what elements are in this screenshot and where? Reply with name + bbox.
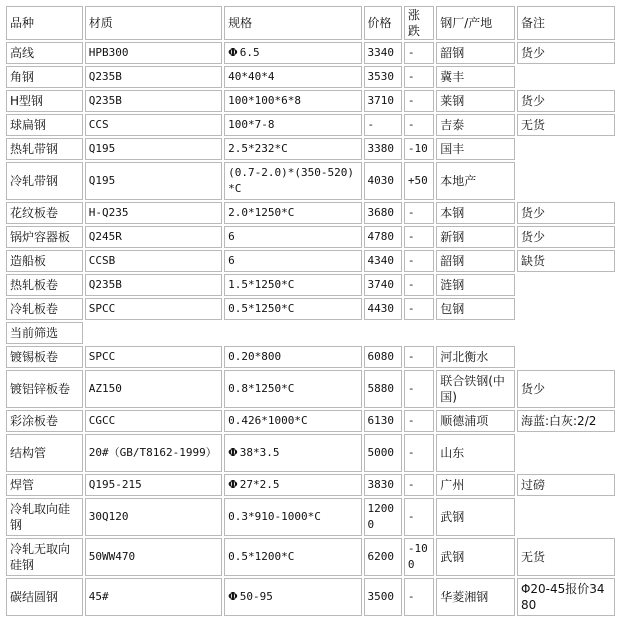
diameter-icon: Φ xyxy=(228,590,238,603)
table-row xyxy=(6,162,615,200)
cell-price: 3530 xyxy=(364,66,402,88)
cell-variety: 碳结圆钢 xyxy=(6,578,83,616)
header-spec: 规格 xyxy=(224,6,361,40)
cell-origin: 本地产 xyxy=(436,162,515,200)
cell-change: - xyxy=(404,114,434,136)
cell-origin: 涟钢 xyxy=(436,274,515,296)
cell-note-empty xyxy=(517,434,615,472)
cell-spec: 2.0*1250*C xyxy=(224,202,361,224)
table-row xyxy=(6,138,615,160)
cell-material: HPB300 xyxy=(85,42,222,64)
cell-origin: 武钢 xyxy=(436,498,515,536)
table-row xyxy=(6,226,615,248)
cell-change: - xyxy=(404,90,434,112)
cell-material: AZ150 xyxy=(85,370,222,408)
cell-note: 缺货 xyxy=(517,250,615,272)
cell-spec: Φ 50-95 xyxy=(224,578,361,616)
cell-spec: 0.8*1250*C xyxy=(224,370,361,408)
cell-material: Q235B xyxy=(85,274,222,296)
cell-material: H-Q235 xyxy=(85,202,222,224)
cell-change: - xyxy=(404,66,434,88)
cell-price: 12000 xyxy=(364,498,402,536)
table-row xyxy=(6,578,615,616)
cell-origin: 韶钢 xyxy=(436,42,515,64)
cell-note: 货少 xyxy=(517,90,615,112)
cell-spec: 100*7-8 xyxy=(224,114,361,136)
header-change: 涨跌 xyxy=(404,6,434,40)
cell-origin: 本钢 xyxy=(436,202,515,224)
cell-price: 4430 xyxy=(364,298,402,320)
section-label: 当前筛选 xyxy=(6,322,83,344)
cell-origin: 华菱湘钢 xyxy=(436,578,515,616)
table-row xyxy=(6,250,615,272)
cell-note-empty xyxy=(517,138,615,160)
cell-change: - xyxy=(404,298,434,320)
cell-variety: H型钢 xyxy=(6,90,83,112)
cell-note-empty xyxy=(517,298,615,320)
cell-note: 货少 xyxy=(517,226,615,248)
cell-variety: 球扁钢 xyxy=(6,114,83,136)
cell-change: - xyxy=(404,250,434,272)
cell-note-empty xyxy=(517,162,615,200)
cell-price: 5000 xyxy=(364,434,402,472)
cell-note: 货少 xyxy=(517,42,615,64)
cell-spec: 6 xyxy=(224,226,361,248)
cell-origin: 山东 xyxy=(436,434,515,472)
cell-origin: 广州 xyxy=(436,474,515,496)
cell-change: - xyxy=(404,226,434,248)
cell-note-empty xyxy=(517,346,615,368)
cell-variety: 冷轧取向硅钢 xyxy=(6,498,83,536)
cell-spec: 1.5*1250*C xyxy=(224,274,361,296)
cell-change: - xyxy=(404,498,434,536)
cell-material: 45# xyxy=(85,578,222,616)
cell-price: 3740 xyxy=(364,274,402,296)
cell-note: 无货 xyxy=(517,114,615,136)
diameter-icon: Φ xyxy=(228,46,238,59)
table-row xyxy=(6,202,615,224)
table-row xyxy=(6,434,615,472)
cell-origin: 河北衡水 xyxy=(436,346,515,368)
cell-change: +50 xyxy=(404,162,434,200)
cell-variety: 角钢 xyxy=(6,66,83,88)
cell-material: 20#（GB/T8162-1999） xyxy=(85,434,222,472)
cell-spec: 2.5*232*C xyxy=(224,138,361,160)
steel-price-table xyxy=(4,4,617,618)
cell-origin: 武钢 xyxy=(436,538,515,576)
cell-note: 货少 xyxy=(517,370,615,408)
cell-material: CCSB xyxy=(85,250,222,272)
cell-note-empty xyxy=(517,498,615,536)
cell-spec: Φ 6.5 xyxy=(224,42,361,64)
cell-material: Q195 xyxy=(85,138,222,160)
cell-material: Q195-215 xyxy=(85,474,222,496)
cell-material: CCS xyxy=(85,114,222,136)
table-row xyxy=(6,114,615,136)
cell-change: - xyxy=(404,202,434,224)
cell-price: 4340 xyxy=(364,250,402,272)
table-row xyxy=(6,90,615,112)
cell-variety: 锅炉容器板 xyxy=(6,226,83,248)
cell-material: 30Q120 xyxy=(85,498,222,536)
cell-origin: 韶钢 xyxy=(436,250,515,272)
cell-variety: 冷轧带钢 xyxy=(6,162,83,200)
cell-price: 3380 xyxy=(364,138,402,160)
cell-price: 5880 xyxy=(364,370,402,408)
cell-spec: 0.3*910-1000*C xyxy=(224,498,361,536)
cell-origin: 新钢 xyxy=(436,226,515,248)
table-row xyxy=(6,370,615,408)
cell-price: 3500 xyxy=(364,578,402,616)
cell-note: 无货 xyxy=(517,538,615,576)
cell-note: 货少 xyxy=(517,202,615,224)
cell-origin: 国丰 xyxy=(436,138,515,160)
table-row xyxy=(6,498,615,536)
cell-origin: 吉泰 xyxy=(436,114,515,136)
cell-spec: 100*100*6*8 xyxy=(224,90,361,112)
table-row xyxy=(6,66,615,88)
cell-origin: 莱钢 xyxy=(436,90,515,112)
cell-variety: 彩涂板卷 xyxy=(6,410,83,432)
cell-change: - xyxy=(404,474,434,496)
cell-price: 4030 xyxy=(364,162,402,200)
cell-change: - xyxy=(404,578,434,616)
cell-spec: Φ 27*2.5 xyxy=(224,474,361,496)
cell-price: 3710 xyxy=(364,90,402,112)
cell-variety: 镀铝锌板卷 xyxy=(6,370,83,408)
header-material: 材质 xyxy=(85,6,222,40)
cell-change: - xyxy=(404,346,434,368)
cell-origin: 联合铁钢(中国) xyxy=(436,370,515,408)
cell-origin: 包钢 xyxy=(436,298,515,320)
cell-spec: 0.5*1200*C xyxy=(224,538,361,576)
cell-change: -10 xyxy=(404,138,434,160)
cell-change: - xyxy=(404,42,434,64)
cell-change: - xyxy=(404,410,434,432)
cell-price: 3680 xyxy=(364,202,402,224)
cell-material: Q195 xyxy=(85,162,222,200)
cell-spec: (0.7-2.0)*(350-520)*C xyxy=(224,162,361,200)
cell-variety: 花纹板卷 xyxy=(6,202,83,224)
cell-price: 3830 xyxy=(364,474,402,496)
cell-spec: 6 xyxy=(224,250,361,272)
header-note: 备注 xyxy=(517,6,615,40)
cell-spec: 0.5*1250*C xyxy=(224,298,361,320)
price-rows-filtered xyxy=(6,346,615,616)
cell-variety: 造船板 xyxy=(6,250,83,272)
cell-note: 海蓝:白灰:2/2 xyxy=(517,410,615,432)
diameter-icon: Φ xyxy=(228,446,238,459)
cell-material: Q235B xyxy=(85,90,222,112)
cell-note-empty xyxy=(517,66,615,88)
cell-material: CGCC xyxy=(85,410,222,432)
cell-material: Q235B xyxy=(85,66,222,88)
cell-origin: 顺德浦项 xyxy=(436,410,515,432)
cell-spec: Φ 38*3.5 xyxy=(224,434,361,472)
cell-note-empty xyxy=(517,274,615,296)
cell-price: 6200 xyxy=(364,538,402,576)
cell-variety: 镀锡板卷 xyxy=(6,346,83,368)
table-row xyxy=(6,346,615,368)
cell-note: Φ20-45报价3480 xyxy=(517,578,615,616)
table-row xyxy=(6,274,615,296)
cell-spec: 0.426*1000*C xyxy=(224,410,361,432)
cell-change: - xyxy=(404,370,434,408)
section-row xyxy=(6,322,615,344)
cell-change: - xyxy=(404,434,434,472)
cell-variety: 焊管 xyxy=(6,474,83,496)
cell-variety: 热轧板卷 xyxy=(6,274,83,296)
cell-material: Q245R xyxy=(85,226,222,248)
cell-price: 6080 xyxy=(364,346,402,368)
cell-material: SPCC xyxy=(85,346,222,368)
cell-note: 过磅 xyxy=(517,474,615,496)
cell-material: SPCC xyxy=(85,298,222,320)
cell-origin: 冀丰 xyxy=(436,66,515,88)
table-row xyxy=(6,42,615,64)
cell-price: - xyxy=(364,114,402,136)
cell-spec: 0.20*800 xyxy=(224,346,361,368)
table-row xyxy=(6,538,615,576)
cell-variety: 高线 xyxy=(6,42,83,64)
cell-spec: 40*40*4 xyxy=(224,66,361,88)
cell-variety: 热轧带钢 xyxy=(6,138,83,160)
header-price: 价格 xyxy=(364,6,402,40)
table-row xyxy=(6,410,615,432)
diameter-icon: Φ xyxy=(228,478,238,491)
price-rows xyxy=(6,42,615,320)
table-row xyxy=(6,474,615,496)
cell-material: 50WW470 xyxy=(85,538,222,576)
table-header-row xyxy=(6,6,615,40)
cell-change: -100 xyxy=(404,538,434,576)
header-variety: 品种 xyxy=(6,6,83,40)
cell-variety: 冷轧无取向硅钢 xyxy=(6,538,83,576)
cell-price: 3340 xyxy=(364,42,402,64)
cell-variety: 结构管 xyxy=(6,434,83,472)
cell-price: 4780 xyxy=(364,226,402,248)
cell-price: 6130 xyxy=(364,410,402,432)
cell-change: - xyxy=(404,274,434,296)
table-row xyxy=(6,298,615,320)
header-origin: 钢厂/产地 xyxy=(436,6,515,40)
cell-variety: 冷轧板卷 xyxy=(6,298,83,320)
